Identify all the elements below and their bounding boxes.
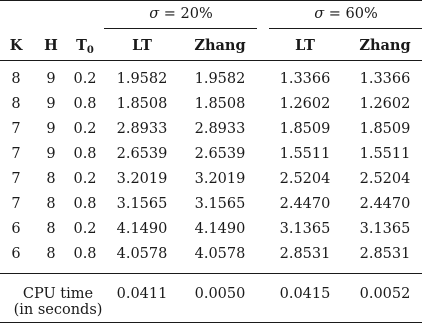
cell-lt-20: 1.8508	[116, 96, 168, 112]
cell-t0: 0.2	[73, 221, 97, 237]
cell-zhang-60: 1.5511	[359, 146, 411, 162]
cell-zhang-20: 3.2019	[194, 171, 246, 187]
cell-lt-60: 1.8509	[279, 121, 331, 137]
cell-t0: 0.8	[73, 246, 97, 262]
cell-t0: 0.8	[73, 196, 97, 212]
cell-h: 8	[46, 196, 56, 212]
cell-zhang-60: 2.5204	[359, 171, 411, 187]
cell-k: 8	[11, 71, 21, 87]
column-header-zhang-60: Zhang	[359, 37, 411, 54]
column-header-t0	[76, 37, 94, 57]
cell-lt-20: 3.2019	[116, 171, 168, 187]
column-header-t0-subscript: 0	[86, 45, 94, 56]
cell-k: 7	[11, 121, 21, 137]
cell-t0: 0.2	[73, 71, 97, 87]
cell-zhang-60: 1.8509	[359, 121, 411, 137]
cell-lt-60: 3.1365	[279, 221, 331, 237]
cell-h: 8	[46, 171, 56, 187]
cell-lt-20: 4.1490	[116, 221, 168, 237]
cell-zhang-20: 3.1565	[194, 196, 246, 212]
column-header-zhang-20: Zhang	[194, 37, 246, 54]
cell-zhang-20: 2.6539	[194, 146, 246, 162]
cpu-time-units-label: (in seconds)	[13, 302, 103, 318]
cell-lt-20: 1.9582	[116, 71, 168, 87]
sigma-symbol: σ	[149, 6, 160, 22]
group-header-20	[149, 5, 213, 23]
cpu-time-lt-20: 0.0411	[116, 286, 168, 302]
cell-lt-20: 2.6539	[116, 146, 168, 162]
sigma-symbol: σ	[314, 6, 325, 22]
cell-k: 6	[11, 246, 21, 262]
cell-h: 9	[46, 71, 56, 87]
column-header-k: K	[9, 37, 23, 54]
cell-k: 6	[11, 221, 21, 237]
cell-k: 7	[11, 171, 21, 187]
cell-k: 8	[11, 96, 21, 112]
cell-zhang-20: 4.0578	[194, 246, 246, 262]
group-header-20-value: = 20%	[159, 6, 213, 22]
cell-t0: 0.8	[73, 146, 97, 162]
group-rule-20	[104, 28, 257, 29]
cpu-time-label: CPU time	[22, 286, 94, 302]
group-header-60-value: = 60%	[324, 6, 378, 22]
header-rule	[0, 60, 422, 61]
data-bottom-rule	[0, 273, 422, 274]
cpu-time-zhang-60: 0.0052	[359, 286, 411, 302]
cell-lt-60: 1.5511	[279, 146, 331, 162]
cell-t0: 0.2	[73, 171, 97, 187]
cell-zhang-60: 2.8531	[359, 246, 411, 262]
cell-k: 7	[11, 146, 21, 162]
cell-lt-20: 2.8933	[116, 121, 168, 137]
bottom-rule	[0, 322, 422, 323]
cell-h: 8	[46, 246, 56, 262]
cell-lt-20: 4.0578	[116, 246, 168, 262]
cell-lt-60: 1.3366	[279, 71, 331, 87]
cell-lt-60: 1.2602	[279, 96, 331, 112]
group-rule-60	[269, 28, 422, 29]
column-header-t0-main: T	[76, 37, 87, 54]
cell-zhang-20: 1.9582	[194, 71, 246, 87]
cell-lt-60: 2.5204	[279, 171, 331, 187]
top-rule	[0, 0, 422, 1]
cell-h: 9	[46, 96, 56, 112]
cell-zhang-20: 2.8933	[194, 121, 246, 137]
cell-zhang-60: 1.2602	[359, 96, 411, 112]
cell-h: 9	[46, 121, 56, 137]
cell-k: 7	[11, 196, 21, 212]
column-header-lt-60: LT	[295, 37, 315, 54]
cell-lt-60: 2.4470	[279, 196, 331, 212]
cell-zhang-60: 2.4470	[359, 196, 411, 212]
cell-t0: 0.8	[73, 96, 97, 112]
cell-zhang-20: 1.8508	[194, 96, 246, 112]
group-header-60	[314, 5, 378, 23]
cpu-time-zhang-20: 0.0050	[194, 286, 246, 302]
cell-h: 8	[46, 221, 56, 237]
column-header-lt-20: LT	[132, 37, 152, 54]
cpu-time-lt-60: 0.0415	[279, 286, 331, 302]
cell-lt-20: 3.1565	[116, 196, 168, 212]
cell-zhang-60: 3.1365	[359, 221, 411, 237]
cell-zhang-60: 1.3366	[359, 71, 411, 87]
column-header-h: H	[44, 37, 58, 54]
cell-lt-60: 2.8531	[279, 246, 331, 262]
cell-t0: 0.2	[73, 121, 97, 137]
cell-h: 9	[46, 146, 56, 162]
cell-zhang-20: 4.1490	[194, 221, 246, 237]
